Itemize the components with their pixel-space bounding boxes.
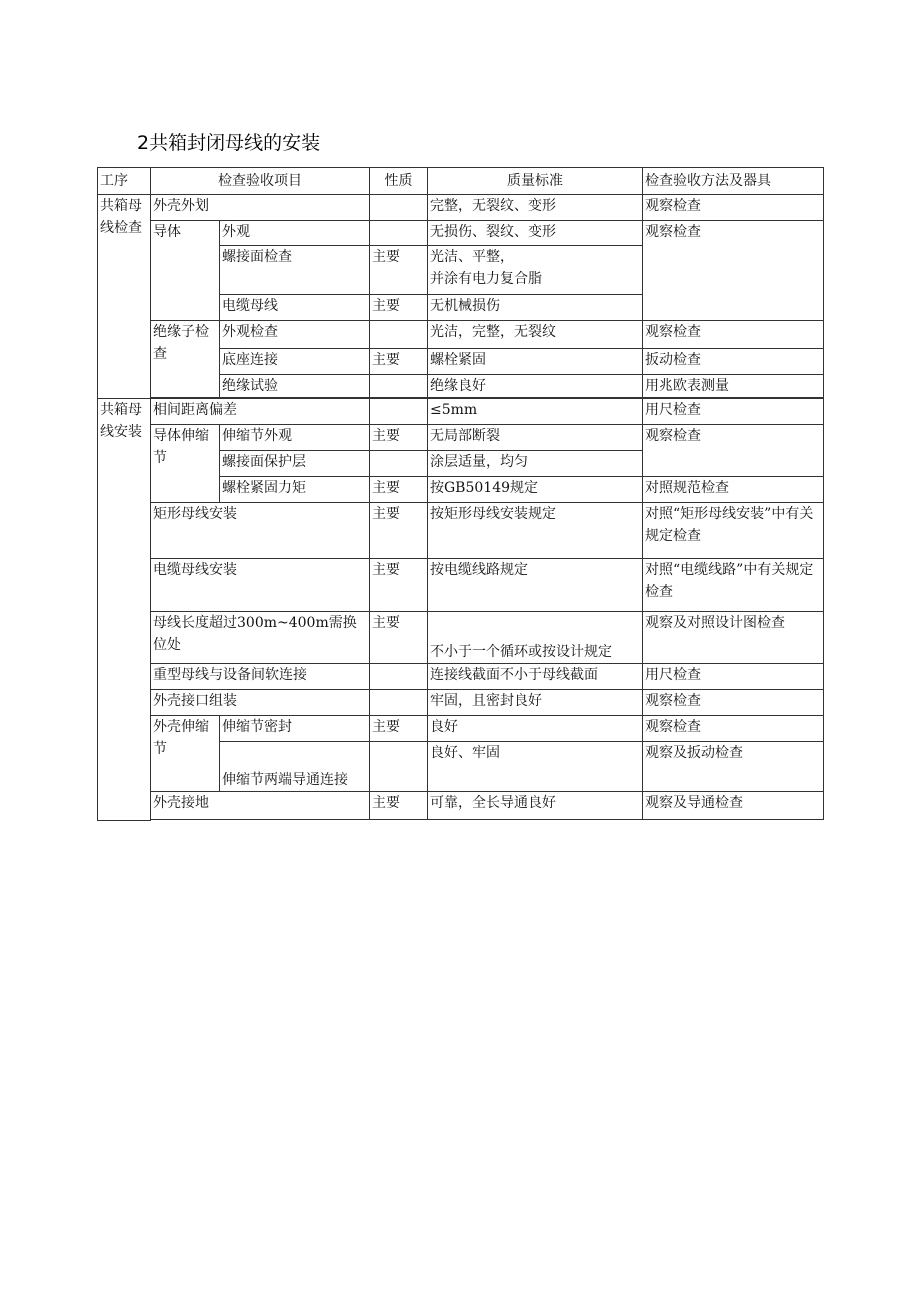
standard-cell: 按GB50149规定 (428, 477, 643, 503)
item-cell: 重型母线与设备间软连接 (151, 664, 370, 690)
standard-cell: 涂层适量，均匀 (428, 451, 643, 477)
nature-cell: 主要 (370, 477, 428, 503)
method-cell: 观察检查 (643, 221, 824, 321)
table-row (98, 612, 824, 664)
table-row (98, 425, 824, 451)
standard-cell: ≤5mm (428, 399, 643, 425)
item-cell: 外壳外划 (151, 195, 370, 221)
standard-line: 光洁、平整， (430, 249, 514, 265)
item-cell: 矩形母线安装 (151, 503, 370, 559)
nature-cell: 主要 (370, 425, 428, 451)
item-cell: 母线长度超过300m~400m需换位处 (151, 612, 370, 664)
group-cell: 导体 (151, 221, 220, 321)
item-cell: 电缆母线安装 (151, 559, 370, 612)
method-cell: 对照“电缆线路”中有关规定检查 (643, 559, 824, 612)
group-cell: 绝缘子检查 (151, 321, 220, 398)
page-title: 2共箱封闭母线的安装 (137, 132, 321, 154)
standard-cell: 完整，无裂纹、变形 (428, 195, 643, 221)
item-cell: 伸缩节外观 (220, 425, 370, 451)
standard-cell: 无局部断裂 (428, 425, 643, 451)
nature-cell: 主要 (370, 716, 428, 742)
spacer-row (98, 820, 824, 821)
table-header-row (98, 168, 824, 195)
method-cell: 用尺检查 (643, 399, 824, 425)
table-row (98, 321, 824, 349)
method-cell: 用尺检查 (643, 664, 824, 690)
item-cell: 螺栓紧固力矩 (220, 477, 370, 503)
table-row (98, 716, 824, 742)
method-cell: 对照“矩形母线安装”中有关规定检查 (643, 503, 824, 559)
nature-cell (370, 321, 428, 349)
nature-cell (370, 742, 428, 792)
nature-cell (370, 221, 428, 246)
item-cell: 螺接面检查 (220, 246, 370, 295)
standard-cell: 无机械损伤 (428, 295, 643, 321)
item-cell: 外观检查 (220, 321, 370, 349)
table-row (98, 503, 824, 559)
standard-cell: 光洁，完整，无裂纹 (428, 321, 643, 349)
method-cell: 观察检查 (643, 716, 824, 742)
item-cell: 外壳接口组装 (151, 690, 370, 716)
header-method: 检查验收方法及器具 (643, 168, 824, 195)
group-cell: 外壳伸缩节 (151, 716, 220, 792)
table-row (98, 664, 824, 690)
standard-cell: 按矩形母线安装规定 (428, 503, 643, 559)
method-cell: 扳动检查 (643, 349, 824, 375)
standard-line: 并涂有电力复合脂 (430, 271, 542, 287)
item-cell: 外壳接地 (151, 792, 370, 820)
standard-cell: 可靠，全长导通良好 (428, 792, 643, 820)
nature-cell: 主要 (370, 792, 428, 820)
inspection-table (97, 167, 824, 821)
nature-cell: 主要 (370, 612, 428, 664)
method-cell: 对照规范检查 (643, 477, 824, 503)
item-cell: 相间距离偏差 (151, 399, 370, 425)
method-cell: 观察检查 (643, 425, 824, 477)
method-cell: 观察及对照设计图检查 (643, 612, 824, 664)
standard-cell: 按电缆线路规定 (428, 559, 643, 612)
group-cell: 导体伸缩节 (151, 425, 220, 503)
nature-cell: 主要 (370, 349, 428, 375)
nature-cell (370, 451, 428, 477)
item-cell: 伸缩节密封 (220, 716, 370, 742)
standard-cell (428, 246, 643, 295)
standard-cell: 无损伤、裂纹、变形 (428, 221, 643, 246)
item-cell: 伸缩节两端导通连接 (220, 742, 370, 792)
standard-cell: 连接线截面不小于母线截面 (428, 664, 643, 690)
process-cell: 共箱母线安装 (98, 399, 151, 821)
nature-cell (370, 664, 428, 690)
nature-cell (370, 375, 428, 398)
item-cell: 绝缘试验 (220, 375, 370, 398)
nature-cell: 主要 (370, 559, 428, 612)
nature-cell (370, 690, 428, 716)
nature-cell: 主要 (370, 246, 428, 295)
process-cell: 共箱母线检查 (98, 195, 151, 399)
header-standard: 质量标准 (428, 168, 643, 195)
item-cell: 底座连接 (220, 349, 370, 375)
nature-cell: 主要 (370, 295, 428, 321)
nature-cell: 主要 (370, 503, 428, 559)
nature-cell (370, 399, 428, 425)
method-cell: 观察检查 (643, 690, 824, 716)
header-process: 工序 (98, 168, 151, 195)
standard-cell: 良好 (428, 716, 643, 742)
table-row (98, 221, 824, 246)
header-nature: 性质 (370, 168, 428, 195)
standard-cell: 绝缘良好 (428, 375, 643, 398)
table-row (98, 559, 824, 612)
method-cell: 观察检查 (643, 321, 824, 349)
header-item: 检查验收项目 (151, 168, 370, 195)
standard-cell: 螺栓紧固 (428, 349, 643, 375)
table-row (98, 195, 824, 221)
item-cell: 螺接面保护层 (220, 451, 370, 477)
method-cell: 观察及导通检查 (643, 792, 824, 820)
standard-cell: 良好、牢固 (428, 742, 643, 792)
method-cell: 观察检查 (643, 195, 824, 221)
table-row (98, 792, 824, 820)
item-cell: 电缆母线 (220, 295, 370, 321)
item-cell: 外观 (220, 221, 370, 246)
table-row (98, 690, 824, 716)
table-row (98, 399, 824, 425)
method-cell: 用兆欧表测量 (643, 375, 824, 398)
standard-cell: 牢固，且密封良好 (428, 690, 643, 716)
standard-cell: 不小于一个循环或按设计规定 (428, 612, 643, 664)
method-cell: 观察及扳动检查 (643, 742, 824, 792)
nature-cell (370, 195, 428, 221)
